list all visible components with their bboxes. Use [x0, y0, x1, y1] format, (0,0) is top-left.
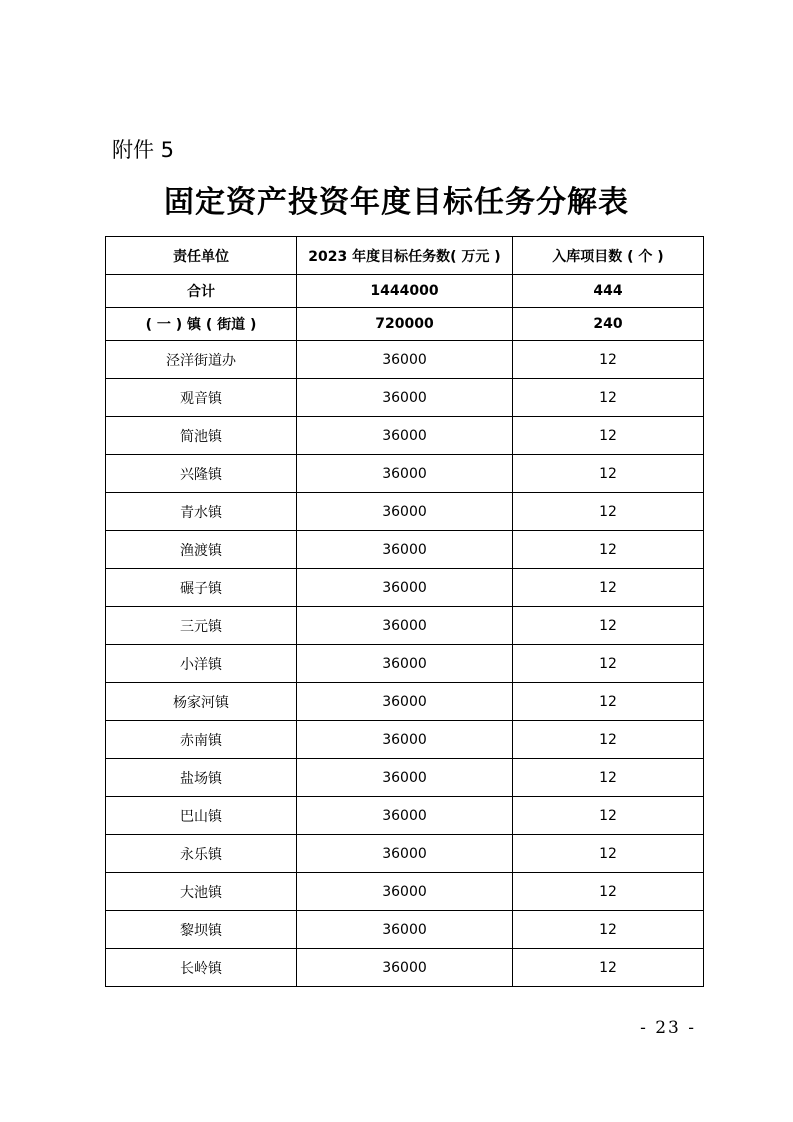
row-project-count: 12 — [513, 835, 704, 873]
attachment-label: 附件 5 — [112, 138, 175, 162]
total-label: 合计 — [106, 275, 297, 308]
row-project-count: 12 — [513, 607, 704, 645]
row-target-amount: 36000 — [297, 835, 513, 873]
total-project-count: 444 — [513, 275, 704, 308]
table-row — [106, 835, 704, 873]
table-row — [106, 379, 704, 417]
row-project-count: 12 — [513, 531, 704, 569]
row-project-count: 12 — [513, 417, 704, 455]
table-header-row — [106, 237, 704, 275]
document-title: 固定资产投资年度目标任务分解表 — [164, 185, 629, 220]
row-project-count: 12 — [513, 911, 704, 949]
table-row — [106, 911, 704, 949]
row-project-count: 12 — [513, 949, 704, 987]
task-breakdown-table — [105, 236, 704, 987]
row-target-amount: 36000 — [297, 341, 513, 379]
row-project-count: 12 — [513, 797, 704, 835]
table-row — [106, 417, 704, 455]
row-target-amount: 36000 — [297, 493, 513, 531]
table-row — [106, 873, 704, 911]
table-row — [106, 645, 704, 683]
row-unit-name: 杨家河镇 — [106, 683, 297, 721]
group-project-count: 240 — [513, 308, 704, 341]
row-project-count: 12 — [513, 721, 704, 759]
header-responsible-unit: 责任单位 — [106, 237, 297, 275]
row-unit-name: 简池镇 — [106, 417, 297, 455]
row-target-amount: 36000 — [297, 873, 513, 911]
row-unit-name: 永乐镇 — [106, 835, 297, 873]
row-project-count: 12 — [513, 759, 704, 797]
table-row — [106, 341, 704, 379]
row-project-count: 12 — [513, 683, 704, 721]
row-unit-name: 观音镇 — [106, 379, 297, 417]
row-unit-name: 巴山镇 — [106, 797, 297, 835]
row-project-count: 12 — [513, 873, 704, 911]
row-target-amount: 36000 — [297, 455, 513, 493]
row-target-amount: 36000 — [297, 721, 513, 759]
table-row — [106, 607, 704, 645]
row-unit-name: 泾洋街道办 — [106, 341, 297, 379]
table-group-row — [106, 308, 704, 341]
table-row — [106, 721, 704, 759]
row-unit-name: 大池镇 — [106, 873, 297, 911]
row-target-amount: 36000 — [297, 379, 513, 417]
row-target-amount: 36000 — [297, 911, 513, 949]
table-row — [106, 683, 704, 721]
row-project-count: 12 — [513, 645, 704, 683]
table-row — [106, 949, 704, 987]
table-total-row — [106, 275, 704, 308]
page-number: - 23 - — [640, 1018, 696, 1038]
row-target-amount: 36000 — [297, 949, 513, 987]
row-unit-name: 长岭镇 — [106, 949, 297, 987]
row-target-amount: 36000 — [297, 569, 513, 607]
row-target-amount: 36000 — [297, 417, 513, 455]
row-project-count: 12 — [513, 455, 704, 493]
header-project-count: 入库项目数 ( 个 ) — [513, 237, 704, 275]
table-body — [106, 237, 704, 987]
row-unit-name: 碾子镇 — [106, 569, 297, 607]
row-unit-name: 兴隆镇 — [106, 455, 297, 493]
row-unit-name: 小洋镇 — [106, 645, 297, 683]
table-row — [106, 797, 704, 835]
row-unit-name: 青水镇 — [106, 493, 297, 531]
row-target-amount: 36000 — [297, 645, 513, 683]
table-row — [106, 759, 704, 797]
total-target-amount: 1444000 — [297, 275, 513, 308]
row-target-amount: 36000 — [297, 759, 513, 797]
row-project-count: 12 — [513, 493, 704, 531]
row-unit-name: 三元镇 — [106, 607, 297, 645]
row-unit-name: 黎坝镇 — [106, 911, 297, 949]
table-row — [106, 455, 704, 493]
row-project-count: 12 — [513, 341, 704, 379]
row-target-amount: 36000 — [297, 797, 513, 835]
row-unit-name: 渔渡镇 — [106, 531, 297, 569]
row-unit-name: 赤南镇 — [106, 721, 297, 759]
table-row — [106, 493, 704, 531]
table-row — [106, 569, 704, 607]
table-row — [106, 531, 704, 569]
group-label: ( 一 ) 镇 ( 街道 ) — [106, 308, 297, 341]
row-project-count: 12 — [513, 379, 704, 417]
group-target-amount: 720000 — [297, 308, 513, 341]
row-project-count: 12 — [513, 569, 704, 607]
row-target-amount: 36000 — [297, 683, 513, 721]
row-target-amount: 36000 — [297, 607, 513, 645]
row-unit-name: 盐场镇 — [106, 759, 297, 797]
header-target-amount: 2023 年度目标任务数( 万元 ) — [297, 237, 513, 275]
row-target-amount: 36000 — [297, 531, 513, 569]
